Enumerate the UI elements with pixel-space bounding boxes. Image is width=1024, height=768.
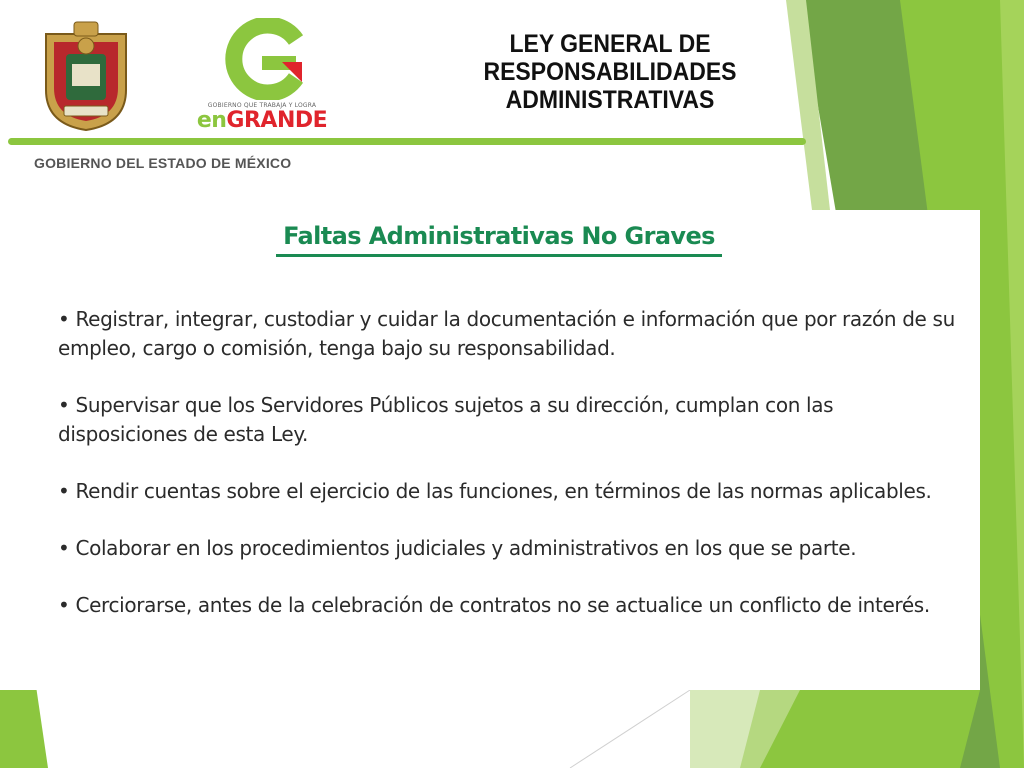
- bullet-marker: •: [58, 593, 70, 617]
- government-logo: [192, 18, 332, 136]
- list-item: [58, 534, 963, 563]
- g-logo-icon: [192, 18, 332, 100]
- content-heading: Faltas Administrativas No Graves: [276, 218, 722, 257]
- list-item-text: Registrar, integrar, custodiar y cuidar la documentación e información que por razón de su empleo, cargo o comisión, tenga bajo su responsabilidad.: [58, 307, 955, 360]
- logo-word-grande: GRANDE: [226, 108, 328, 133]
- state-seal-icon: [38, 20, 134, 132]
- logo-word-en: en: [196, 108, 227, 133]
- slide-title: [444, 30, 775, 114]
- logo-tagline: GOBIERNO QUE TRABAJA Y LOGRA: [207, 102, 317, 109]
- list-item-text: Cerciorarse, antes de la celebración de contratos no se actualice un conflicto de interés.: [75, 593, 930, 617]
- slide-title-line-1: LEY GENERAL DE: [509, 30, 711, 58]
- list-item: [58, 305, 963, 363]
- list-item: [58, 391, 963, 449]
- bullet-marker: •: [58, 393, 70, 417]
- list-item-text: Colaborar en los procedimientos judiciales y administrativos en los que se parte.: [75, 536, 857, 560]
- bullet-marker: •: [58, 536, 70, 560]
- list-item-text: Rendir cuentas sobre el ejercicio de las funciones, en términos de las normas aplicables.: [75, 479, 932, 503]
- slide-title-line-2: RESPONSABILIDADES: [483, 58, 737, 86]
- logo-wordmark: [192, 109, 332, 133]
- list-item-text: Supervisar que los Servidores Públicos sujetos a su dirección, cumplan con las disposiciones de esta Ley.: [58, 393, 834, 446]
- slide-title-line-3: ADMINISTRATIVAS: [505, 86, 715, 114]
- list-item: [58, 591, 963, 620]
- bullet-marker: •: [58, 307, 70, 331]
- list-item: [58, 477, 963, 506]
- bg-divider-line: [570, 690, 690, 768]
- header-logos: [30, 14, 340, 139]
- header-divider: [8, 138, 806, 145]
- obligations-list: [58, 305, 963, 648]
- organization-name: GOBIERNO DEL ESTADO DE MÉXICO: [34, 155, 292, 171]
- bullet-marker: •: [58, 479, 70, 503]
